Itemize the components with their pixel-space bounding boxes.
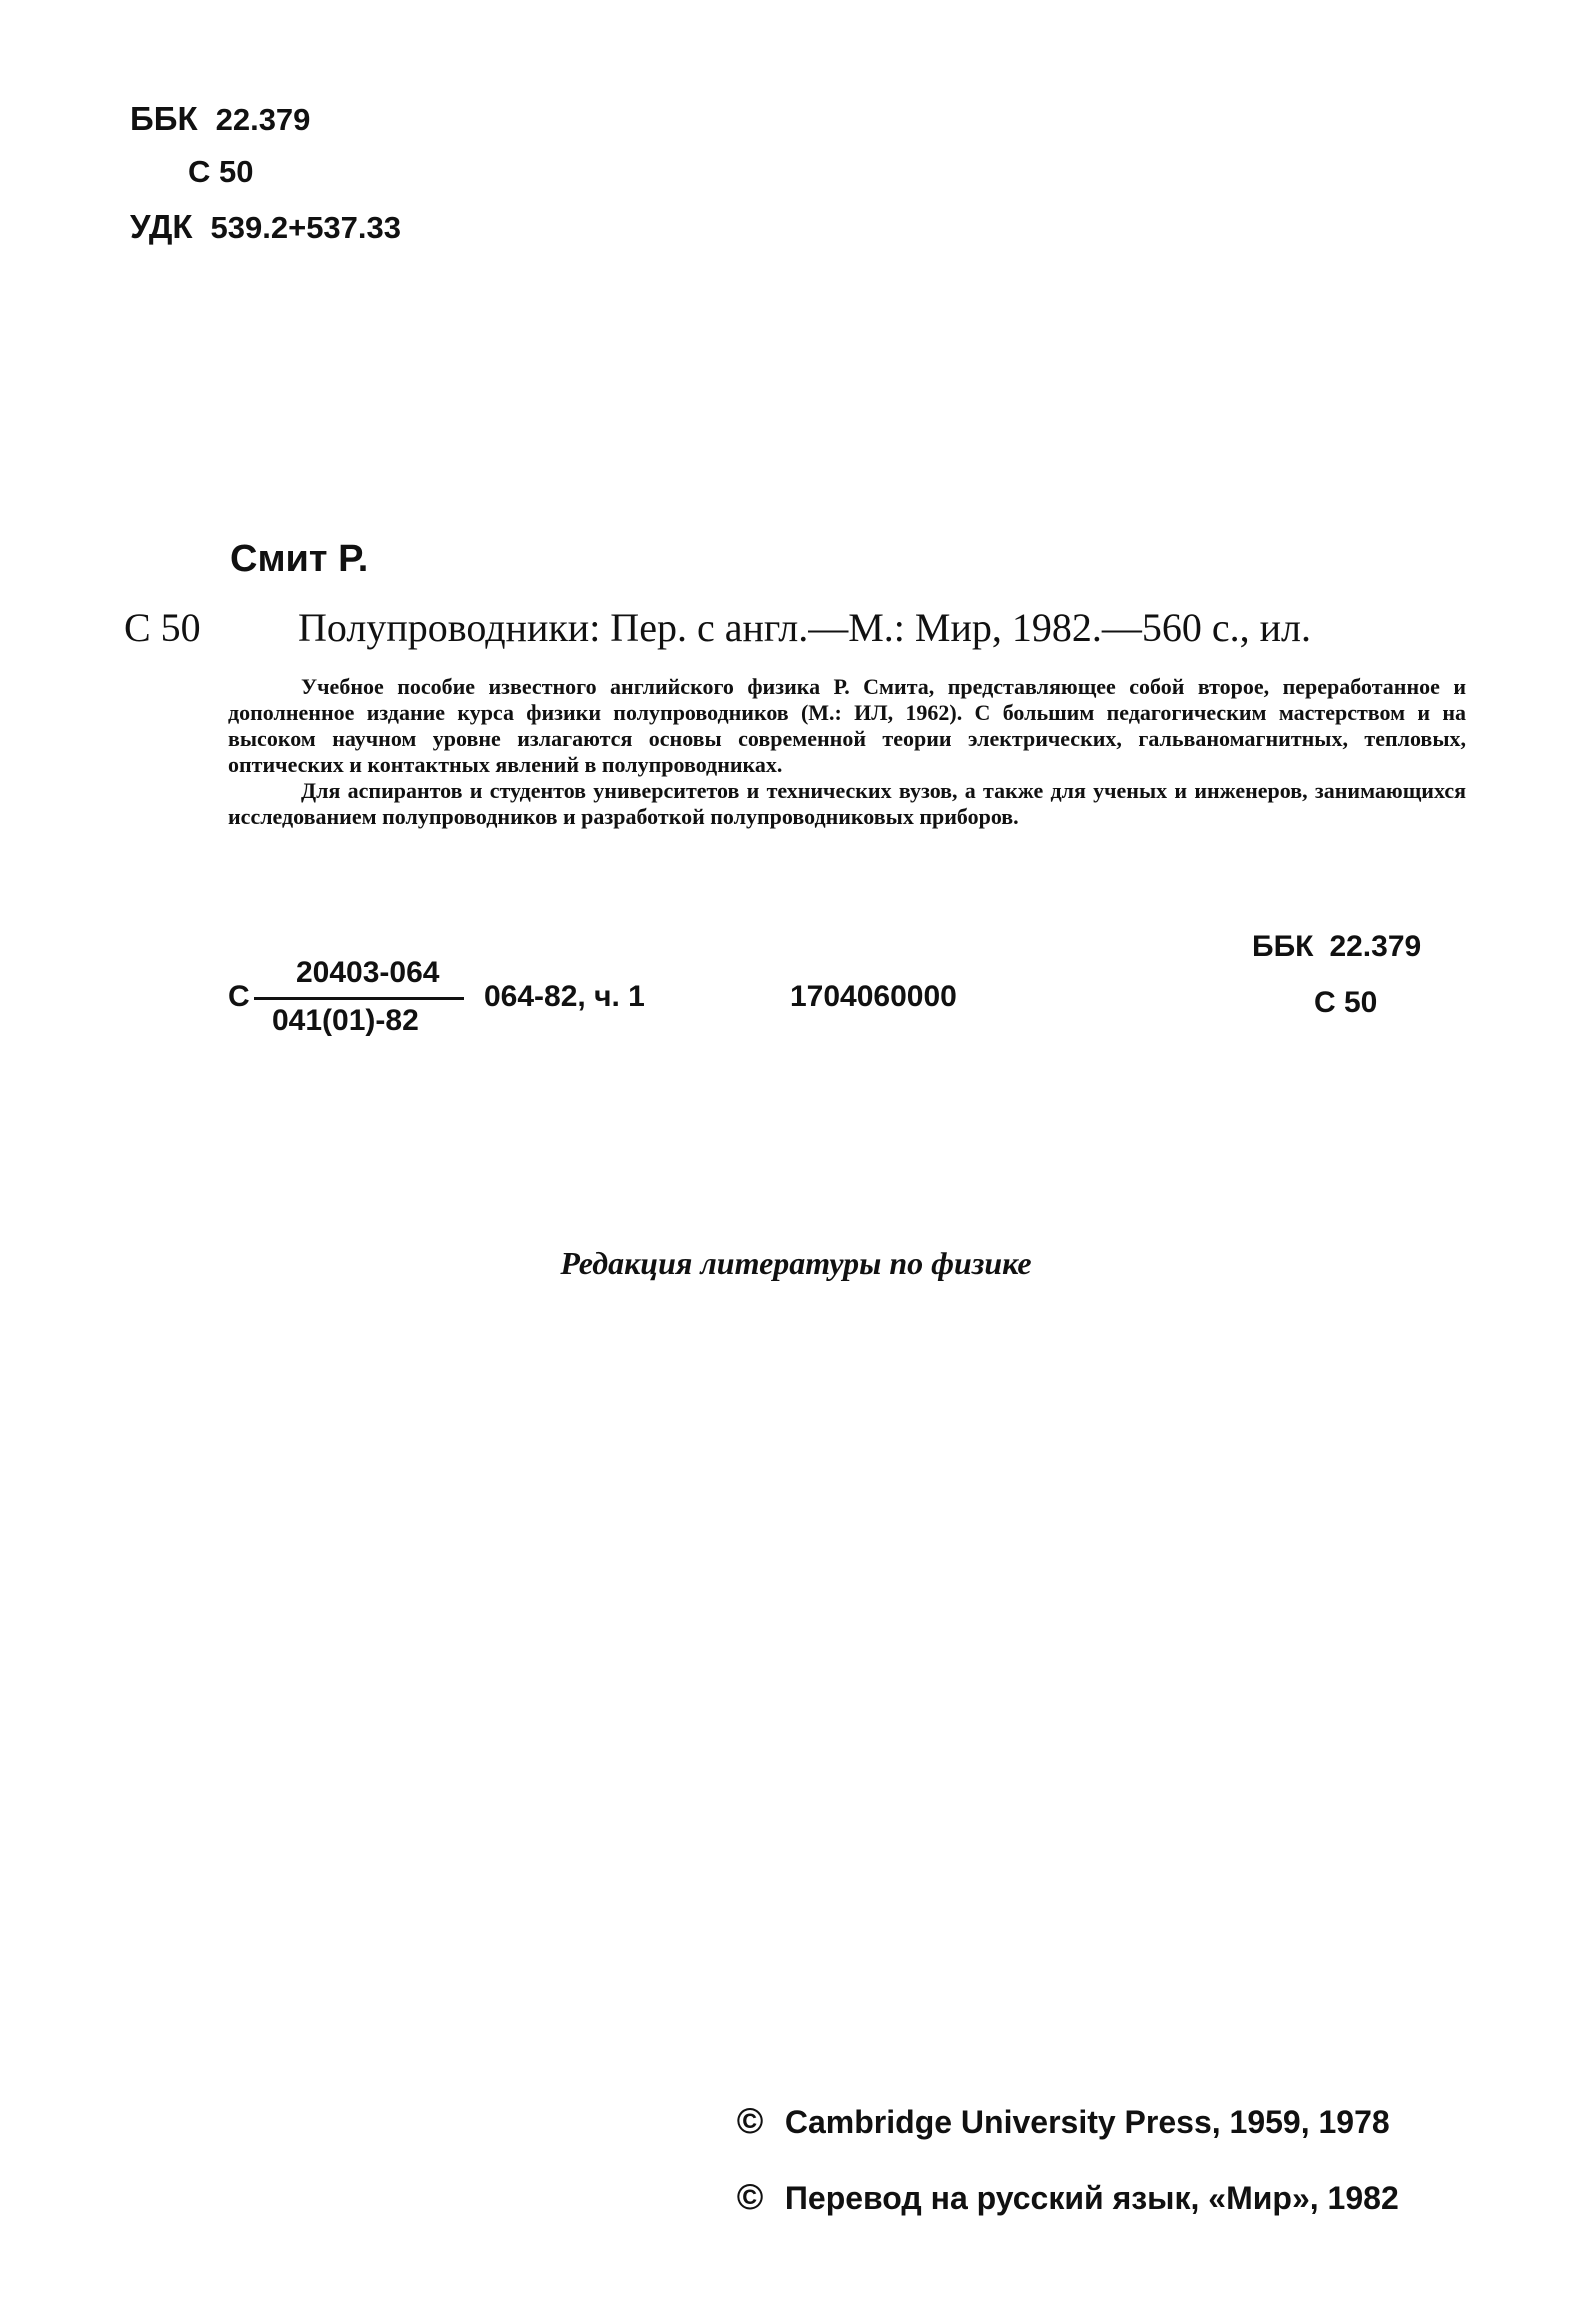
copyright-symbol: ©: [736, 2176, 764, 2217]
catalog-denominator: 041(01)-82: [272, 1004, 419, 1037]
editorial-line: Редакция литературы по физике: [560, 1245, 1032, 1281]
catalog-suffix: 064-82, ч. 1: [484, 980, 645, 1013]
title-line: Полупроводники: Пер. с англ.—М.: Мир, 1982.—560 с., ил.: [298, 605, 1311, 650]
catalog-number: 1704060000: [790, 980, 957, 1013]
entry-code: С 50: [124, 605, 201, 650]
udk-label: УДК: [130, 208, 193, 245]
catalog-c-code: С 50: [1314, 986, 1378, 1019]
author-name: Смит Р.: [230, 538, 369, 580]
copyright-text: Перевод на русский язык, «Мир», 1982: [784, 2180, 1399, 2216]
annotation-paragraph-2: Для аспирантов и студентов университетов и технических вузов, а также для ученых и инженеров, занимающихся исследованием полупроводников и разработкой полупроводниковых приборов.: [228, 778, 1466, 829]
catalog-bbk-label: ББК: [1252, 930, 1314, 963]
bbk-classification: [130, 100, 310, 138]
copyright-cambridge: [730, 2100, 1390, 2142]
catalog-numerator: 20403-064: [296, 956, 440, 989]
copyright-text: Cambridge University Press, 1959, 1978: [784, 2104, 1390, 2140]
annotation: [228, 674, 1466, 830]
fraction-line: [254, 997, 464, 1000]
c-code: С 50: [188, 154, 254, 189]
catalog-bbk-value: 22.379: [1329, 930, 1422, 963]
catalog-prefix: С: [228, 980, 250, 1013]
copyright-symbol: ©: [736, 2100, 764, 2141]
bbk-value: 22.379: [215, 102, 311, 137]
udk-classification: [130, 208, 401, 246]
catalog-bbk: [1252, 930, 1421, 964]
bbk-label: ББК: [130, 100, 198, 137]
udk-value: 539.2+537.33: [210, 210, 402, 245]
copyright-translation: [730, 2176, 1399, 2218]
annotation-paragraph-1: Учебное пособие известного английского физика Р. Смита, представляющее собой второе, переработанное и дополненное издание курса физики полупроводников (М.: ИЛ, 1962). С большим педагогическим мастерством и на высоком научном уровне излагаются основы современной теории электрических, гальваномагнитных, тепловых, оптических и контактных явлений в полупроводниках.: [228, 674, 1466, 777]
